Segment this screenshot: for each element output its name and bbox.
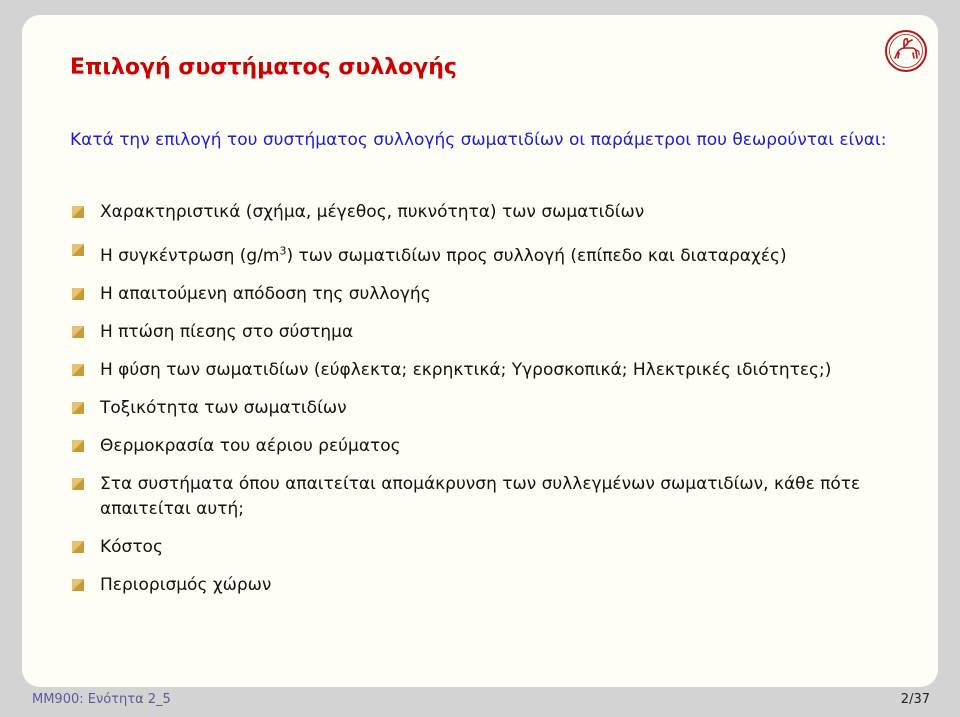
centaur-seal-icon	[884, 29, 928, 73]
bullet-item	[70, 573, 900, 598]
square-bullet-icon	[72, 326, 84, 338]
bullet-item	[70, 358, 900, 383]
bullet-text: Στα συστήματα όπου απαιτείται απομάκρυνση των συλλεγμένων σωματιδίων, κάθε πότε απαιτείται αυτή;	[100, 473, 861, 519]
square-bullet-icon	[72, 579, 84, 591]
footer	[0, 687, 960, 717]
bullet-item	[70, 472, 900, 522]
slide-title: Επιλογή συστήματος συλλογής	[70, 55, 457, 80]
bullet-text	[100, 246, 787, 266]
bullet-text: Χαρακτηριστικά (σχήμα, μέγεθος, πυκνότητα) των σωματιδίων	[100, 202, 645, 222]
intro-text: Κατά την επιλογή του συστήματος συλλογής σωματιδίων οι παράμετροι που θεωρούνται είναι:	[70, 130, 887, 150]
square-bullet-icon	[72, 288, 84, 300]
superscript: 3	[279, 244, 287, 257]
bullet-item	[70, 282, 900, 307]
square-bullet-icon	[72, 541, 84, 553]
square-bullet-icon	[72, 440, 84, 452]
bullet-item	[70, 320, 900, 345]
footer-course: ΜΜ900: Ενότητα 2_5	[32, 692, 171, 707]
bullet-text: Περιορισμός χώρων	[100, 574, 272, 595]
bullet-text: Η φύση των σωματιδίων (εύφλεκτα; εκρηκτικά; Υγροσκοπικά; Ηλεκτρικές ιδιότητες;)	[100, 359, 832, 380]
bullet-text: Η πτώση πίεσης στο σύστημα	[100, 321, 354, 342]
square-bullet-icon	[72, 244, 84, 256]
bullet-item	[70, 200, 900, 225]
square-bullet-icon	[72, 364, 84, 376]
bullet-text: Η απαιτούμενη απόδοση της συλλογής	[100, 283, 431, 304]
bullet-text-part: Η συγκέντρωση (g/m	[100, 245, 280, 266]
bullet-item	[70, 535, 900, 560]
square-bullet-icon	[72, 402, 84, 414]
slide	[22, 15, 938, 687]
bullet-text: Κόστος	[100, 536, 163, 557]
bullet-item	[70, 396, 900, 421]
bullet-text: Θερμοκρασία του αέριου ρεύματος	[100, 435, 401, 456]
square-bullet-icon	[72, 206, 84, 218]
square-bullet-icon	[72, 478, 84, 490]
bullet-text-part: ) των σωματιδίων προς συλλογή (επίπεδο και διαταραχές)	[286, 245, 787, 266]
bullet-list	[70, 200, 900, 611]
bullet-text: Τοξικότητα των σωματιδίων	[100, 397, 347, 418]
bullet-item	[70, 434, 900, 459]
bullet-item	[70, 238, 900, 269]
page-number: 2/37	[900, 692, 930, 707]
